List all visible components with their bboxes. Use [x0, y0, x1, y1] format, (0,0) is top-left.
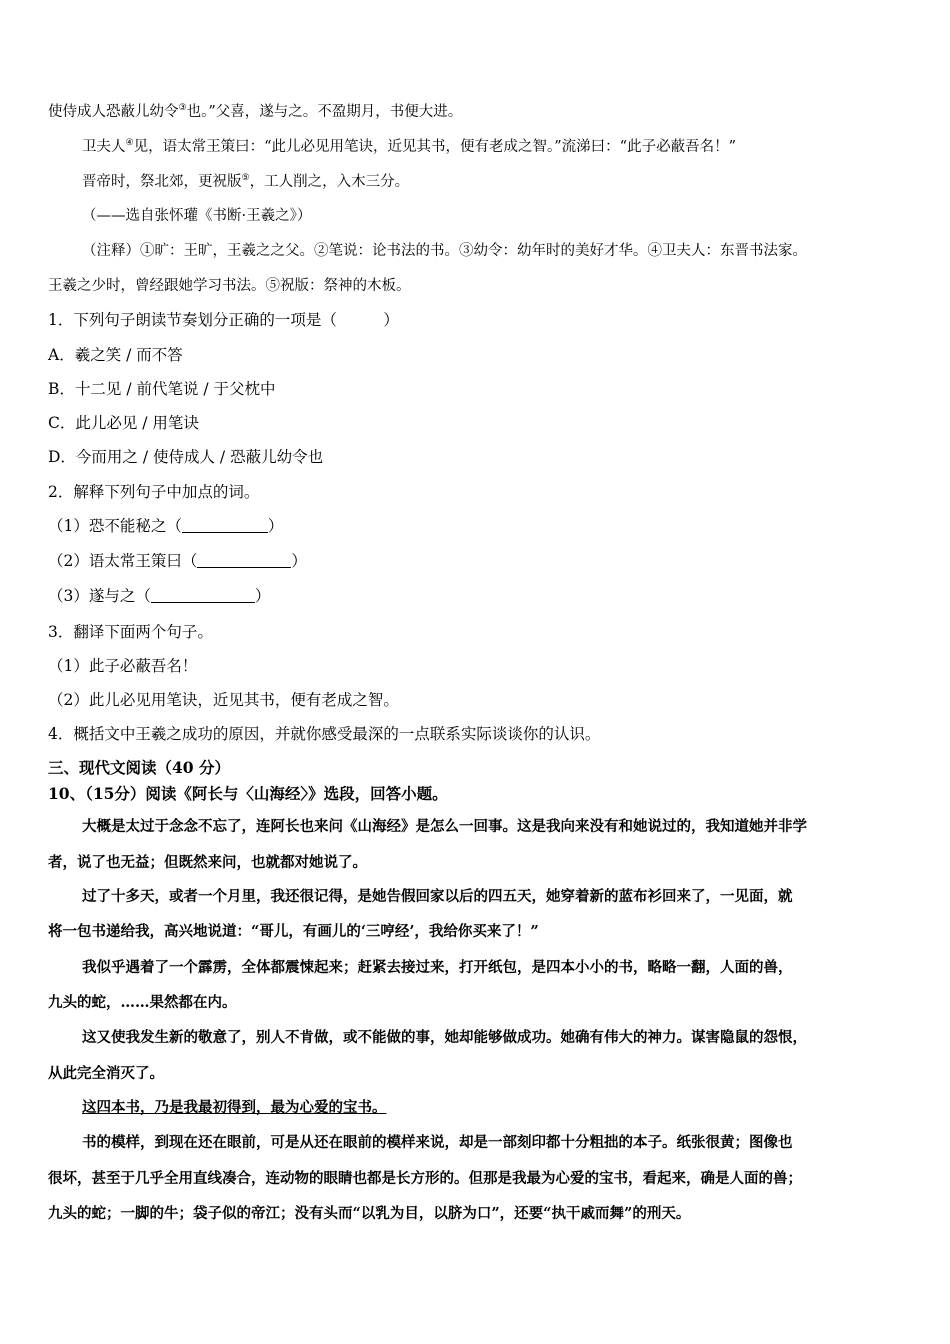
question-3: 3．翻译下面两个句子。 [48, 623, 213, 641]
passage-notes-line-2: 王羲之少时，曾经跟她学习书法。⑤祝版：祭神的木板。 [48, 278, 411, 294]
reading-p3-line-1: 我似乎遇着了一个霹雳，全体都震悚起来；赶紧去接过来，打开纸包，是四本小小的书，略略一翻，人面的兽， [82, 959, 793, 976]
question-2-item-1: （1）恐不能秘之（ ） [48, 517, 284, 535]
passage-line-1: 使侍成人恐蔽儿幼令③也。”父喜，遂与之。不盈期月，书便大进。 [48, 103, 463, 120]
passage-line-3: 晋帝时，祭北郊，更祝版⑤，工人削之，入木三分。 [82, 173, 410, 190]
reading-p1-line-2: 者，说了也无益；但既然来问，也就都对她说了。 [48, 854, 367, 871]
answer-blank[interactable] [197, 553, 291, 568]
question-3-item-2: （2）此儿必见用笔诀，近见其书，便有老成之智。 [48, 691, 399, 709]
section-3-heading: 三、现代文阅读（40 分） [48, 758, 230, 777]
question-1-option-c: C．此儿必见 / 用笔诀 [48, 414, 199, 432]
question-1-option-d: D．今而用之 / 使侍成人 / 恐蔽儿幼令也 [48, 448, 324, 466]
answer-blank[interactable] [182, 518, 268, 533]
reading-p1-line-1: 大概是太过于念念不忘了，连阿长也来问《山海经》是怎么一回事。这是我向来没有和她说过的，我知道她并非学 [82, 818, 807, 835]
question-1-option-a: A．羲之笑 / 而不答 [48, 346, 183, 364]
reading-p5-underlined: 这四本书，乃是我最初得到，最为心爱的宝书。 [82, 1099, 387, 1116]
question-3-item-1: （1）此子必蔽吾名！ [48, 657, 198, 675]
passage-line-2: 卫夫人④见，语太常王策曰：“此儿必见用笔诀，近见其书，便有老成之智。”流涕曰：“此子必蔽吾名！” [82, 138, 736, 155]
question-2: 2．解释下列句子中加点的词。 [48, 483, 260, 501]
footnote-marker: ③ [178, 103, 187, 114]
reading-p4-line-2: 从此完全消灭了。 [48, 1065, 164, 1082]
question-1-option-b: B．十二见 / 前代笔说 / 于父枕中 [48, 380, 276, 398]
question-4: 4．概括文中王羲之成功的原因，并就你感受最深的一点联系实际谈谈你的认识。 [48, 725, 601, 743]
passage-notes-line-1: （注释）①旷：王旷，王羲之之父。②笔说：论书法的书。③幼令：幼年时的美好才华。④卫夫人：东晋书法家。 [82, 243, 807, 259]
footnote-marker: ⑤ [241, 173, 250, 184]
question-2-item-2: （2）语太常王策曰（ ） [48, 552, 307, 570]
question-1: 1．下列句子朗读节奏划分正确的一项是（ ） [48, 311, 399, 329]
footnote-marker: ④ [125, 138, 134, 149]
passage-source: （——选自张怀瓘《书断·王羲之》） [82, 208, 312, 224]
reading-p3-line-2: 九头的蛇，……果然都在内。 [48, 994, 237, 1011]
answer-blank[interactable] [151, 588, 255, 603]
reading-p2-line-1: 过了十多天，或者一个月里，我还很记得，是她告假回家以后的四五天，她穿着新的蓝布衫回来了，一见面，就 [82, 888, 793, 905]
question-10-heading: 10、（15分）阅读《阿长与〈山海经〉》选段，回答小题。 [48, 784, 448, 803]
reading-p2-line-2: 将一包书递给我，高兴地说道：“哥儿，有画儿的‘三哼经’，我给你买来了！” [48, 923, 539, 940]
reading-p6-line-2: 很坏，甚至于几乎全用直线凑合，连动物的眼睛也都是长方形的。但那是我最为心爱的宝书，看起来，确是人面的兽； [48, 1170, 802, 1187]
question-2-item-3: （3）遂与之（ ） [48, 587, 271, 605]
reading-p6-line-1: 书的模样，到现在还在眼前，可是从还在眼前的模样来说，却是一部刻印都十分粗拙的本子。纸张很黄；图像也 [82, 1134, 793, 1151]
reading-p6-line-3: 九头的蛇；一脚的牛；袋子似的帝江；没有头而“以乳为目，以脐为口”，还要“执干戚而舞”的刑天。 [48, 1205, 691, 1222]
reading-p4-line-1: 这又使我发生新的敬意了，别人不肯做，或不能做的事，她却能够做成功。她确有伟大的神力。谋害隐鼠的怨恨， [82, 1029, 807, 1046]
